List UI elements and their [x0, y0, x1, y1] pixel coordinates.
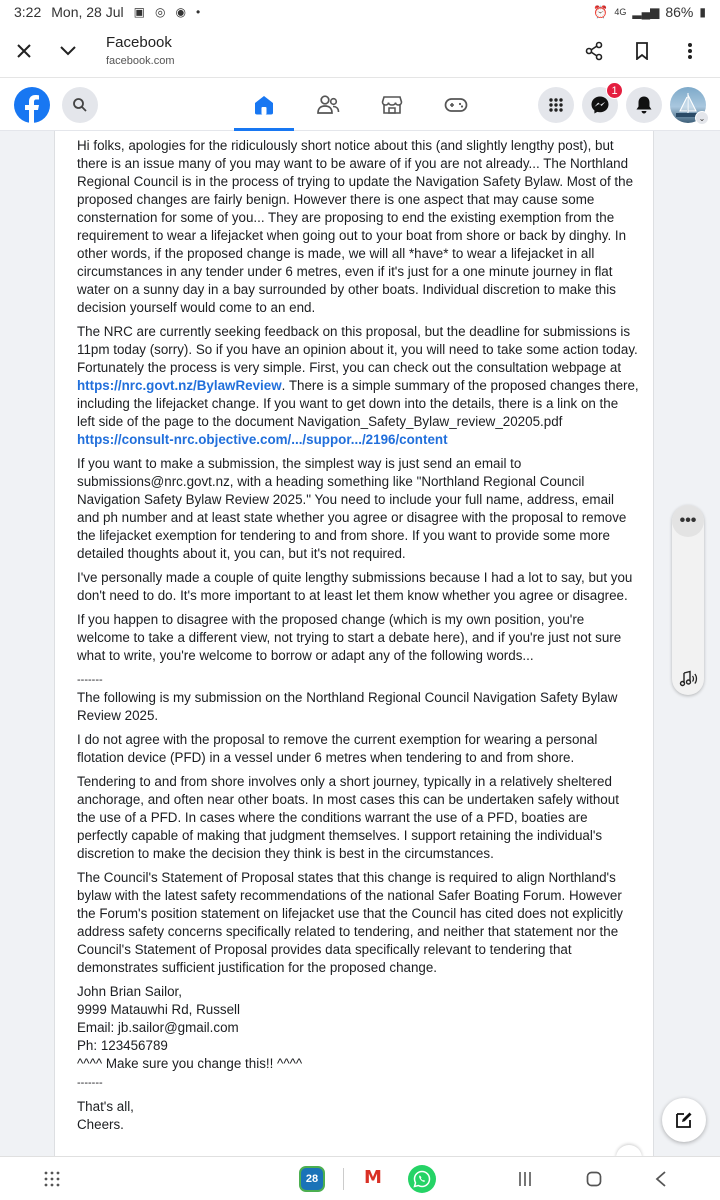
close-icon[interactable] — [2, 29, 46, 73]
post-text: The NRC are currently seeking feedback on this proposal, but the deadline for submissions is 11pm today (sorry). So if you have an opinion about it, you will need to take some action today. Fortunately the process is very simple. First, you can check out the consultation webpage at — [77, 324, 638, 375]
post-card — [54, 131, 654, 1156]
post-closing — [77, 1098, 639, 1134]
status-bar — [0, 0, 720, 24]
signature-phone: Ph: 123456789 — [77, 1038, 168, 1053]
home-icon — [253, 94, 275, 116]
edit-icon — [674, 1110, 694, 1130]
facebook-logo-icon[interactable] — [14, 87, 50, 123]
tab-marketplace[interactable] — [360, 79, 424, 131]
system-nav-bar — [0, 1156, 720, 1200]
signal-icon: ▂▄▆ — [632, 5, 660, 19]
account-chevron-icon[interactable]: ⌄ — [695, 111, 709, 125]
post-body — [55, 131, 653, 1134]
app-drawer-icon[interactable] — [44, 1171, 60, 1192]
tab-title: Facebook — [106, 34, 172, 51]
battery-icon: ▮ — [699, 5, 706, 19]
post-paragraph-2 — [77, 323, 639, 449]
chevron-down-icon[interactable] — [46, 29, 90, 73]
post-paragraph-5: If you happen to disagree with the proposed change (which is my own position, you're welcome to take a different view, not trying to start a debate here), and if you're just not sure what to write, you're welcome to borrow or adapt any of the following words... — [77, 612, 622, 663]
compose-button[interactable] — [662, 1098, 706, 1142]
status-date: Mon, 28 Jul — [51, 4, 124, 20]
post-divider: ------- — [77, 674, 103, 686]
signature-email: Email: jb.sailor@gmail.com — [77, 1020, 239, 1035]
battery-percent: 86% — [665, 4, 694, 20]
signature-note: ^^^^ Make sure you change this!! ^^^^ — [77, 1056, 303, 1071]
more-options-icon[interactable]: ••• — [672, 505, 704, 537]
dock-divider — [343, 1168, 344, 1190]
network-type-label: 4G — [614, 7, 627, 17]
post-signature — [77, 983, 639, 1092]
edge-panel-handle[interactable] — [672, 505, 704, 695]
more-vert-icon[interactable] — [668, 29, 712, 73]
back-button-icon[interactable] — [655, 1171, 667, 1192]
messenger-icon[interactable] — [582, 84, 618, 123]
tab-url: facebook.com — [106, 55, 175, 67]
marketplace-icon — [381, 94, 403, 116]
alarm-icon: ⏰ — [593, 5, 609, 19]
custom-tab-bar — [0, 24, 720, 78]
signature-name: John Brian Sailor, — [77, 984, 182, 999]
avatar[interactable] — [670, 87, 706, 123]
home-button-icon[interactable] — [586, 1171, 602, 1192]
audio-icon[interactable] — [676, 667, 700, 691]
post-paragraph-9: The Council's Statement of Proposal states that this change is required to align Northland's bylaw with the latest safety recommendations of the national Safer Boating Forum. However the Forum's position statement on lifejacket use that the Council has cited does not explicitly address safety concerns specifically related to tendering, and neither that statement nor the Council's Statement of Proposal provides data specifically relevant to tendering that demonstrates sufficient justification for the proposed change. — [77, 870, 623, 975]
tab-home[interactable] — [232, 79, 296, 131]
post-paragraph-1: Hi folks, apologies for the ridiculously short notice about this (and slightly lengthy post), but there is an issue many of you may want to be aware of if you are not already... The Northland Regional Council is in the process of trying to update the Navigation Safety Bylaw. Most of the proposed changes are fairly benign. However there is one aspect that may cause some consternation for some of you... They are proposing to end the existing exemption from the requirement to wear a lifejacket when going out to your boat from shore or back by dinghy. In other words, if the proposed change is made, we will all *have* to wear a lifejacket in all circumstances in any tender under 6 metres, even if it's just for a one minute journey in flat water on a sunny day in a bay surrounded by other boats. Individual discretion to make this decision yourself would come to an end. — [77, 138, 634, 315]
notification-badge: 1 — [606, 82, 623, 99]
post-paragraph-3: If you want to make a submission, the simplest way is just send an email to submissions@nrc.govt.nz, with a heading something like "Northland Regional Council Navigation Safety Bylaw Review 2025." You need to include your full name, address, email and ph number and at least state whether you agree or disagree with the proposal to remove the lifejacket exemption for tendering to and from shore. If you want to provide some more detailed thoughts about it, you can, but it's not required. — [77, 456, 627, 561]
calendar-app-icon[interactable]: 28 — [299, 1166, 325, 1192]
tab-gaming[interactable] — [424, 79, 488, 131]
signature-address: 9999 Matauwhi Rd, Russell — [77, 1002, 241, 1017]
post-paragraph-6: The following is my submission on the Northland Regional Council Navigation Safety Bylaw Review 2025. — [77, 690, 618, 723]
post-paragraph-7: I do not agree with the proposal to remove the current exemption for wearing a personal flotation device (PFD) in a vessel under 6 metres when tendering to and from shore. — [77, 732, 598, 765]
menu-grid-icon[interactable] — [538, 87, 574, 123]
more-notifications-icon: • — [195, 5, 201, 19]
tab-friends[interactable] — [296, 79, 360, 131]
bylaw-review-link[interactable]: https://nrc.govt.nz/BylawReview — [77, 378, 282, 393]
friends-icon — [316, 94, 340, 116]
sync-notification-icon: ◉ — [175, 5, 186, 19]
search-icon[interactable] — [62, 87, 98, 123]
notifications-bell-icon[interactable] — [626, 87, 662, 123]
post-paragraph-8: Tendering to and from shore involves only a short journey, typically in a relatively sheltered anchorage, and often near other boats. In most cases this can be undertaken safely without the use of a PFD. In cases where the conditions warrant the use of a PFD, boaties are perfectly capable of making that judgment themselves. I support retaining the individual's discretion to make the decision they think is best in the circumstances. — [77, 774, 619, 861]
whatsapp-notification-icon: ◎ — [154, 5, 166, 19]
gmail-app-icon[interactable]: M — [364, 1167, 382, 1188]
gaming-icon — [444, 96, 468, 114]
post-paragraph-4: I've personally made a couple of quite lengthy submissions because I had a lot to say, but you don't need to do. It's more important to at least let them know whether you agree or disagree. — [77, 570, 633, 603]
tab-title-block — [106, 34, 174, 67]
calendar-notification-icon: ▣ — [133, 5, 145, 19]
whatsapp-app-icon[interactable] — [408, 1165, 436, 1193]
post-divider: ------- — [77, 1077, 103, 1089]
closing-line-2: Cheers. — [77, 1117, 124, 1132]
recent-apps-icon[interactable] — [518, 1171, 532, 1192]
closing-line-1: That's all, — [77, 1099, 134, 1114]
bookmark-icon[interactable] — [620, 29, 664, 73]
consultation-document-link[interactable]: https://consult-nrc.objective.com/.../suppor.../2196/content — [77, 432, 448, 447]
share-icon[interactable] — [572, 29, 616, 73]
facebook-top-nav — [0, 79, 720, 131]
post-text: . There is a simple summary of the proposed changes there, including the lifejacket change. If you want to get down into the details, there is a link on the left side of the page to the document Navigation_Safety_Bylaw_review_20205.pdf — [77, 378, 639, 429]
status-time: 3:22 — [14, 4, 42, 20]
